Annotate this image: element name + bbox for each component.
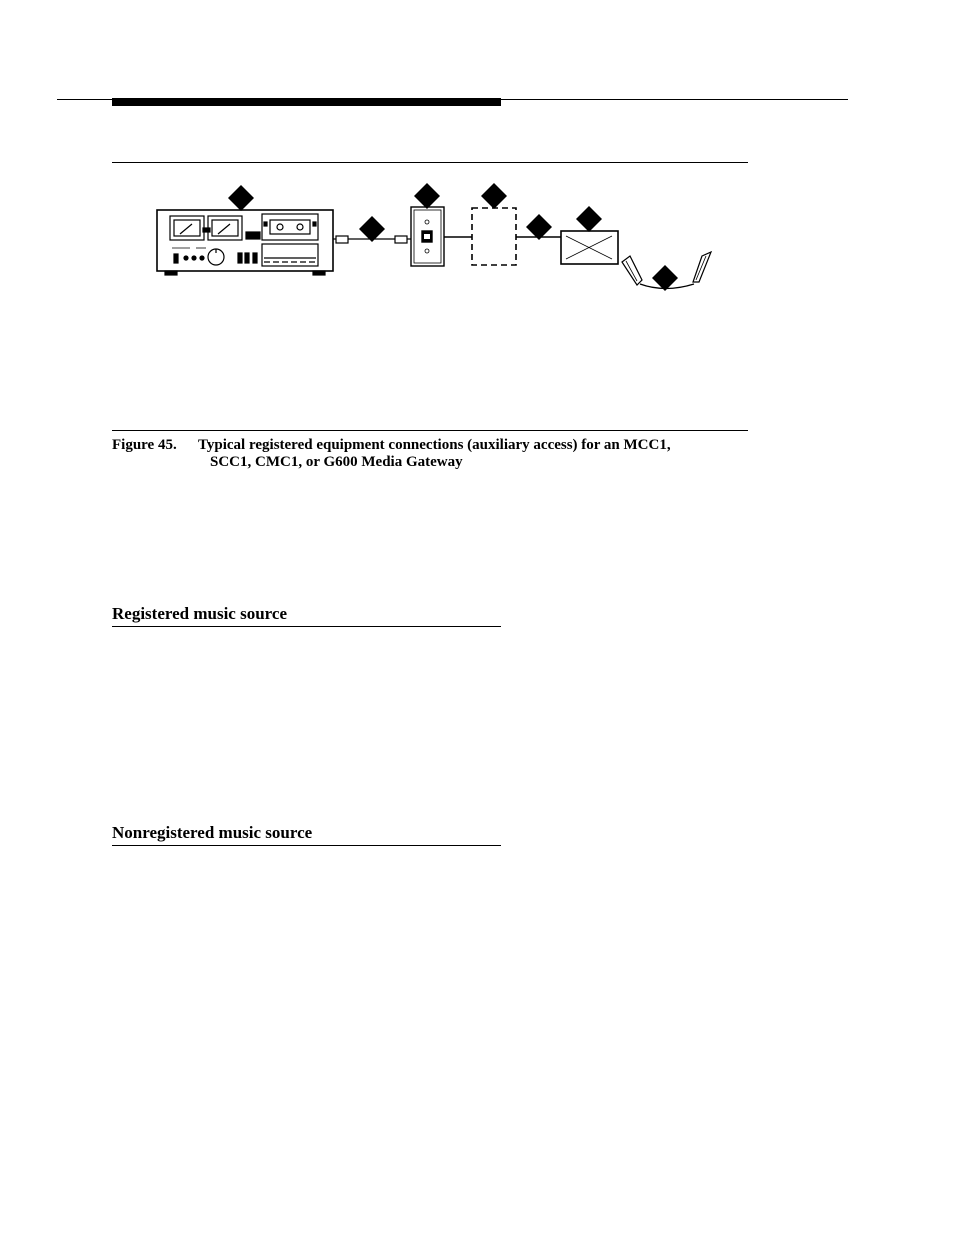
- section-heading-nonregistered: Nonregistered music source: [112, 823, 501, 846]
- section-heading-registered: Registered music source: [112, 604, 501, 627]
- figure-top-rule: [112, 162, 748, 163]
- wall-jack-icon: [411, 207, 444, 266]
- figure-caption: [112, 437, 752, 471]
- figure-diagram: [150, 180, 730, 300]
- figure-number: Figure 45.: [112, 437, 177, 453]
- cross-connect-icon: [561, 231, 618, 264]
- cassette-deck-icon: [157, 210, 333, 275]
- figure-caption-line1: Typical registered equipment connections (auxiliary access) for an MCC1,: [198, 437, 671, 453]
- dashed-box-icon: [472, 208, 516, 265]
- figure-bottom-rule: [112, 430, 748, 431]
- header-rule-thick: [112, 98, 501, 106]
- figure-caption-line2: SCC1, CMC1, or G600 Media Gateway: [210, 454, 463, 470]
